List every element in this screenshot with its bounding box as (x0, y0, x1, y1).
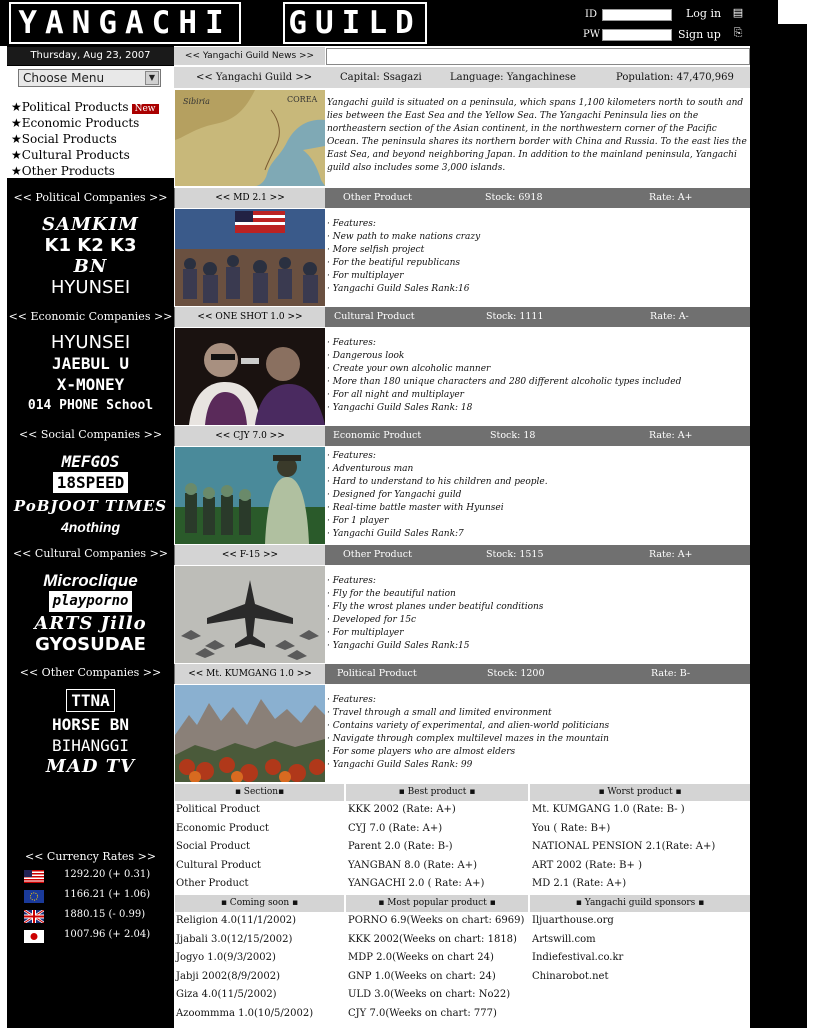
feature-item: · Designed for Yangachi guild (327, 490, 462, 500)
guild-population: Population: 47,470,969 (616, 72, 734, 83)
menu-item-social[interactable]: ★Social Products (11, 132, 117, 146)
most-popular-list (348, 912, 524, 1023)
news-bar (174, 47, 750, 65)
product-stock: Stock: 6918 (485, 192, 543, 203)
company-logo[interactable]: BIHANGGI (51, 736, 130, 755)
list-item[interactable]: You ( Rate: B+) (532, 822, 611, 834)
guild-info-bar (174, 67, 750, 88)
list-item[interactable]: ART 2002 (Rate: B+ ) (532, 859, 642, 871)
list-item[interactable]: YANGBAN 8.0 (Rate: A+) (348, 859, 477, 871)
svg-text:COREA: COREA (287, 95, 318, 104)
economic-companies-title: << Economic Companies >> (8, 310, 173, 323)
list-item[interactable]: CJY 7.0(Weeks on chart: 777) (348, 1007, 497, 1019)
list-item[interactable]: Jabji 2002(8/9/2002) (176, 970, 281, 982)
list-item[interactable]: Jjabali 3.0(12/15/2002) (176, 933, 293, 945)
list-item[interactable]: MD 2.1 (Rate: A+) (532, 878, 627, 889)
list-item[interactable]: Giza 4.0(11/5/2002) (176, 989, 277, 1000)
product-header (174, 545, 750, 565)
currency-row (24, 928, 164, 944)
feature-item: · Features: (327, 576, 376, 586)
product-stock: Stock: 1111 (486, 311, 544, 322)
news-label[interactable]: << Yangachi Guild News >> (174, 47, 325, 65)
currency-value: 1007.96 (+ 2.04) (64, 929, 151, 940)
cultural-companies-title: << Cultural Companies >> (12, 547, 169, 560)
menu-dropdown[interactable] (18, 69, 161, 87)
new-badge: New (132, 104, 159, 114)
social-companies-logos (7, 451, 174, 538)
feature-item: · Yangachi Guild Sales Rank: 99 (327, 760, 473, 770)
signup-link[interactable]: Sign up (678, 28, 721, 41)
list-item[interactable]: GNP 1.0(Weeks on chart: 24) (348, 970, 496, 982)
product-title[interactable]: << Mt. KUMGANG 1.0 >> (175, 664, 325, 684)
feature-item: · More than 180 unique characters and 280 different alcoholic types included (327, 377, 682, 387)
worst-product-header: ▪ Worst product ▪ (530, 784, 750, 801)
company-logo[interactable]: PoBJOOT TIMES (13, 497, 168, 515)
feature-item: · For the beatiful republicans (327, 258, 461, 268)
product-header (174, 188, 750, 208)
feature-item: · Adventurous man (327, 464, 414, 474)
coming-soon-list (176, 912, 313, 1023)
company-logo-wrap (7, 689, 174, 714)
feature-item: · Create your own alcoholic manner (327, 364, 491, 374)
menu-item-cultural[interactable]: ★Cultural Products (11, 148, 130, 162)
feature-item: · Yangachi Guild Sales Rank:7 (327, 529, 464, 539)
feature-item: · Yangachi Guild Sales Rank:15 (327, 641, 470, 651)
uk-flag-icon (24, 910, 44, 923)
currency-value: 1166.21 (+ 1.06) (64, 889, 151, 900)
feature-item: · Hard to understand to his children and people. (327, 477, 548, 487)
list-item[interactable]: Other Product (176, 878, 249, 889)
menu-item-label: Social Products (21, 132, 117, 146)
list-item[interactable]: KKK 2002 (Rate: A+) (348, 804, 456, 815)
currency-row (24, 888, 164, 904)
main-content (174, 46, 750, 1028)
currency-row (24, 868, 164, 884)
product-rate: Rate: A+ (649, 430, 693, 441)
login-link[interactable]: Log in (686, 7, 722, 20)
feature-item: · Real-time battle master with Hyunsei (327, 503, 504, 513)
site-header (0, 0, 778, 46)
sponsors-header: ▪ Yangachi guild sponsors ▪ (530, 895, 750, 912)
login-icon[interactable]: ▤ (732, 6, 744, 19)
product-image-kumgang (175, 685, 325, 782)
logo-guild[interactable]: GUILD (283, 2, 427, 44)
list-item[interactable]: NATIONAL PENSION 2.1(Rate: A+) (532, 841, 716, 852)
product-rate: Rate: B- (651, 668, 691, 679)
list-item[interactable]: ULD 3.0(Weeks on chart: No22) (348, 989, 511, 1000)
company-logo-wrap (7, 591, 174, 613)
product-image-f15 (175, 566, 325, 663)
currency-value: 1880.15 (- 0.99) (64, 909, 146, 920)
feature-item: · Yangachi Guild Sales Rank:16 (327, 284, 470, 294)
product-features (327, 450, 747, 541)
list-item[interactable]: KKK 2002(Weeks on chart: 1818) (348, 933, 517, 945)
product-title[interactable]: << MD 2.1 >> (175, 188, 325, 208)
cultural-companies-logos (7, 570, 174, 655)
feature-item: · Fly the wrost planes under beatiful conditions (327, 602, 544, 612)
printer-icon[interactable]: ⎘ (733, 26, 743, 39)
feature-item: · Developed for 15c (327, 615, 417, 625)
economic-companies-logos (7, 332, 174, 416)
menu-item-economic[interactable]: ★Economic Products (11, 116, 140, 130)
product-rate: Rate: A+ (649, 192, 693, 203)
feature-item: · Fly for the beautiful nation (327, 589, 456, 599)
menu-item-label: Political Products (21, 100, 129, 114)
company-logo[interactable]: 014 PHONE School (27, 398, 154, 413)
product-image-md (175, 209, 325, 306)
product-category: Cultural Product (334, 311, 415, 322)
product-rate: Rate: A- (650, 311, 689, 322)
logo-yangachi[interactable]: YANGACHI (9, 2, 241, 44)
product-stock: Stock: 18 (490, 430, 536, 441)
feature-item: · For multiplayer (327, 271, 404, 281)
product-category: Other Product (343, 549, 412, 560)
company-logo[interactable]: GYOSUDAE (35, 634, 146, 655)
jp-flag-icon (24, 930, 44, 943)
list-item[interactable]: Jogyo 1.0(9/3/2002) (176, 952, 276, 963)
company-logo[interactable]: ARTS Jillo (34, 613, 147, 634)
id-input[interactable] (602, 9, 672, 21)
company-logo[interactable]: HYUNSEI (50, 277, 131, 298)
company-logo[interactable]: playporno (49, 591, 133, 612)
guild-description: Yangachi guild is situated on a peninsula, which spans 1,100 kilometers north to south and lies between the East Sea and the Yellow Sea. The Yangachi Peninsula lies on the northeastern section of the Asian continent, in the northwestern corner of the Pacific Ocean. The peninsula shares its northern border with China and Russia. To the east lies the East Sea, and beyond neighboring Japan. In addition to the mainland peninsula, Yangachi guild also includes some 3,000 islands. (327, 98, 747, 173)
company-logo[interactable]: MEFGOS (61, 452, 120, 471)
chevron-down-icon[interactable]: ▼ (145, 71, 159, 85)
product-category: Other Product (343, 192, 412, 203)
political-companies-logos (7, 214, 174, 298)
company-logo[interactable]: 4nothing (60, 519, 121, 535)
product-title[interactable]: << ONE SHOT 1.0 >> (175, 307, 325, 327)
company-logo[interactable]: TTNA (66, 689, 115, 712)
id-label: ID (585, 9, 597, 20)
other-companies-title: << Other Companies >> (19, 666, 162, 679)
section-list (176, 801, 269, 894)
news-ticker-field[interactable] (326, 48, 750, 65)
product-rate: Rate: A+ (649, 549, 693, 560)
menu-item-label: Other Products (21, 164, 115, 178)
feature-item: · Features: (327, 338, 376, 348)
feature-item: · Dangerous look (327, 351, 405, 361)
feature-item: · For 1 player (327, 516, 389, 526)
company-logo[interactable]: JAEBUL U (51, 354, 130, 373)
product-header (174, 426, 750, 446)
product-stock: Stock: 1515 (486, 549, 544, 560)
product-header (174, 307, 750, 327)
feature-item: · For all night and multiplayer (327, 390, 464, 400)
pw-label: PW (583, 29, 601, 40)
company-logo[interactable]: K1 K2 K3 (44, 235, 137, 256)
list-item[interactable]: Political Product (176, 804, 260, 815)
worst-product-list (532, 801, 715, 894)
feature-item: · For multiplayer (327, 628, 404, 638)
product-title[interactable]: << F-15 >> (175, 545, 325, 565)
product-features (327, 218, 747, 296)
current-date: Thursday, Aug 23, 2007 (7, 47, 174, 65)
company-logo[interactable]: HYUNSEI (50, 332, 131, 353)
product-image-cjy (175, 447, 325, 544)
feature-item: · Features: (327, 451, 376, 461)
section-header: ▪ Section▪ (175, 784, 344, 801)
list-item[interactable]: Religion 4.0(11/1/2002) (176, 915, 297, 926)
list-item[interactable]: Economic Product (176, 822, 269, 834)
list-item[interactable]: CYJ 7.0 (Rate: A+) (348, 822, 443, 834)
currency-rates-title: << Currency Rates >> (24, 850, 156, 863)
company-logo[interactable]: HORSE BN (51, 715, 130, 734)
company-logo-wrap (7, 472, 174, 496)
pw-input[interactable] (602, 29, 672, 41)
svg-text:Sibiria: Sibiria (183, 97, 210, 106)
company-logo[interactable]: Microclique (43, 571, 138, 590)
product-category: Political Product (337, 668, 417, 679)
page-shadow (750, 24, 807, 1028)
sponsor-link[interactable]: Indiefestival.co.kr (532, 952, 624, 963)
product-features (327, 337, 747, 415)
menu-item-label: Economic Products (21, 116, 140, 130)
sponsor-link[interactable]: Artswill.com (532, 933, 596, 945)
product-image-one-shot (175, 328, 325, 425)
best-product-header: ▪ Best product ▪ (346, 784, 528, 801)
best-product-list (348, 801, 484, 894)
feature-item: · Contains variety of experimental, and alien-world politicians (327, 721, 610, 731)
list-item[interactable]: Cultural Product (176, 859, 261, 871)
company-logo[interactable]: BN (73, 256, 108, 277)
product-title[interactable]: << CJY 7.0 >> (175, 426, 325, 446)
other-companies-logos (7, 689, 174, 777)
company-logo[interactable]: X-MONEY (56, 375, 125, 394)
menu-item-political[interactable]: ★Political Products New (11, 99, 159, 115)
product-features (327, 694, 747, 772)
menu-item-label: Cultural Products (21, 148, 130, 162)
currency-row (24, 908, 164, 924)
feature-item: · More selfish project (327, 245, 425, 255)
company-logo[interactable]: 18SPEED (53, 472, 128, 493)
product-menu (11, 99, 159, 179)
product-category: Economic Product (333, 430, 422, 441)
product-features (327, 575, 747, 653)
feature-item: · Travel through a small and limited environment (327, 708, 552, 718)
list-item[interactable]: Social Product (176, 841, 250, 852)
feature-item: · Yangachi Guild Sales Rank: 18 (327, 403, 473, 413)
peninsula-map-image (175, 90, 325, 186)
eu-flag-icon (24, 890, 44, 903)
guild-capital: Capital: Ssagazi (340, 72, 422, 83)
coming-soon-header: ▪ Coming soon ▪ (175, 895, 344, 912)
sponsor-link[interactable]: Chinarobot.net (532, 970, 609, 982)
feature-item: · Features: (327, 219, 376, 229)
feature-item: · Features: (327, 695, 376, 705)
feature-item: · For some players who are almost elders (327, 747, 516, 757)
political-companies-title: << Political Companies >> (13, 191, 168, 204)
sponsor-link[interactable]: Iljuarthouse.org (532, 915, 614, 926)
menu-item-other[interactable]: ★Other Products (11, 164, 115, 178)
list-item[interactable]: YANGACHI 2.0 ( Rate: A+) (348, 878, 485, 889)
company-logo[interactable]: MAD TV (45, 756, 136, 777)
list-item[interactable]: PORNO 6.9(Weeks on chart: 6969) (348, 915, 525, 926)
most-popular-header: ▪ Most popular product ▪ (346, 895, 528, 912)
left-sidebar (7, 46, 174, 1028)
list-item[interactable]: MDP 2.0(Weeks on chart 24) (348, 952, 494, 963)
currency-value: 1292.20 (+ 0.31) (64, 869, 151, 880)
list-item[interactable]: Mt. KUMGANG 1.0 (Rate: B- ) (532, 804, 685, 815)
product-header (174, 664, 750, 684)
sponsors-list (532, 912, 623, 986)
product-stock: Stock: 1200 (487, 668, 545, 679)
menu-dropdown-value: Choose Menu (23, 71, 105, 85)
us-flag-icon (24, 870, 44, 883)
feature-item: · Navigate through complex multilevel mazes in the mountain (327, 734, 609, 744)
social-companies-title: << Social Companies >> (18, 428, 163, 441)
company-logo[interactable]: SAMKIM (42, 214, 139, 235)
guild-name[interactable]: << Yangachi Guild >> (196, 72, 313, 83)
list-item[interactable]: Azoommma 1.0(10/5/2002) (176, 1007, 314, 1019)
menu-area (7, 66, 174, 178)
guild-language: Language: Yangachinese (450, 72, 576, 83)
list-item[interactable]: Parent 2.0 (Rate: B-) (348, 841, 453, 852)
feature-item: · New path to make nations crazy (327, 232, 481, 242)
